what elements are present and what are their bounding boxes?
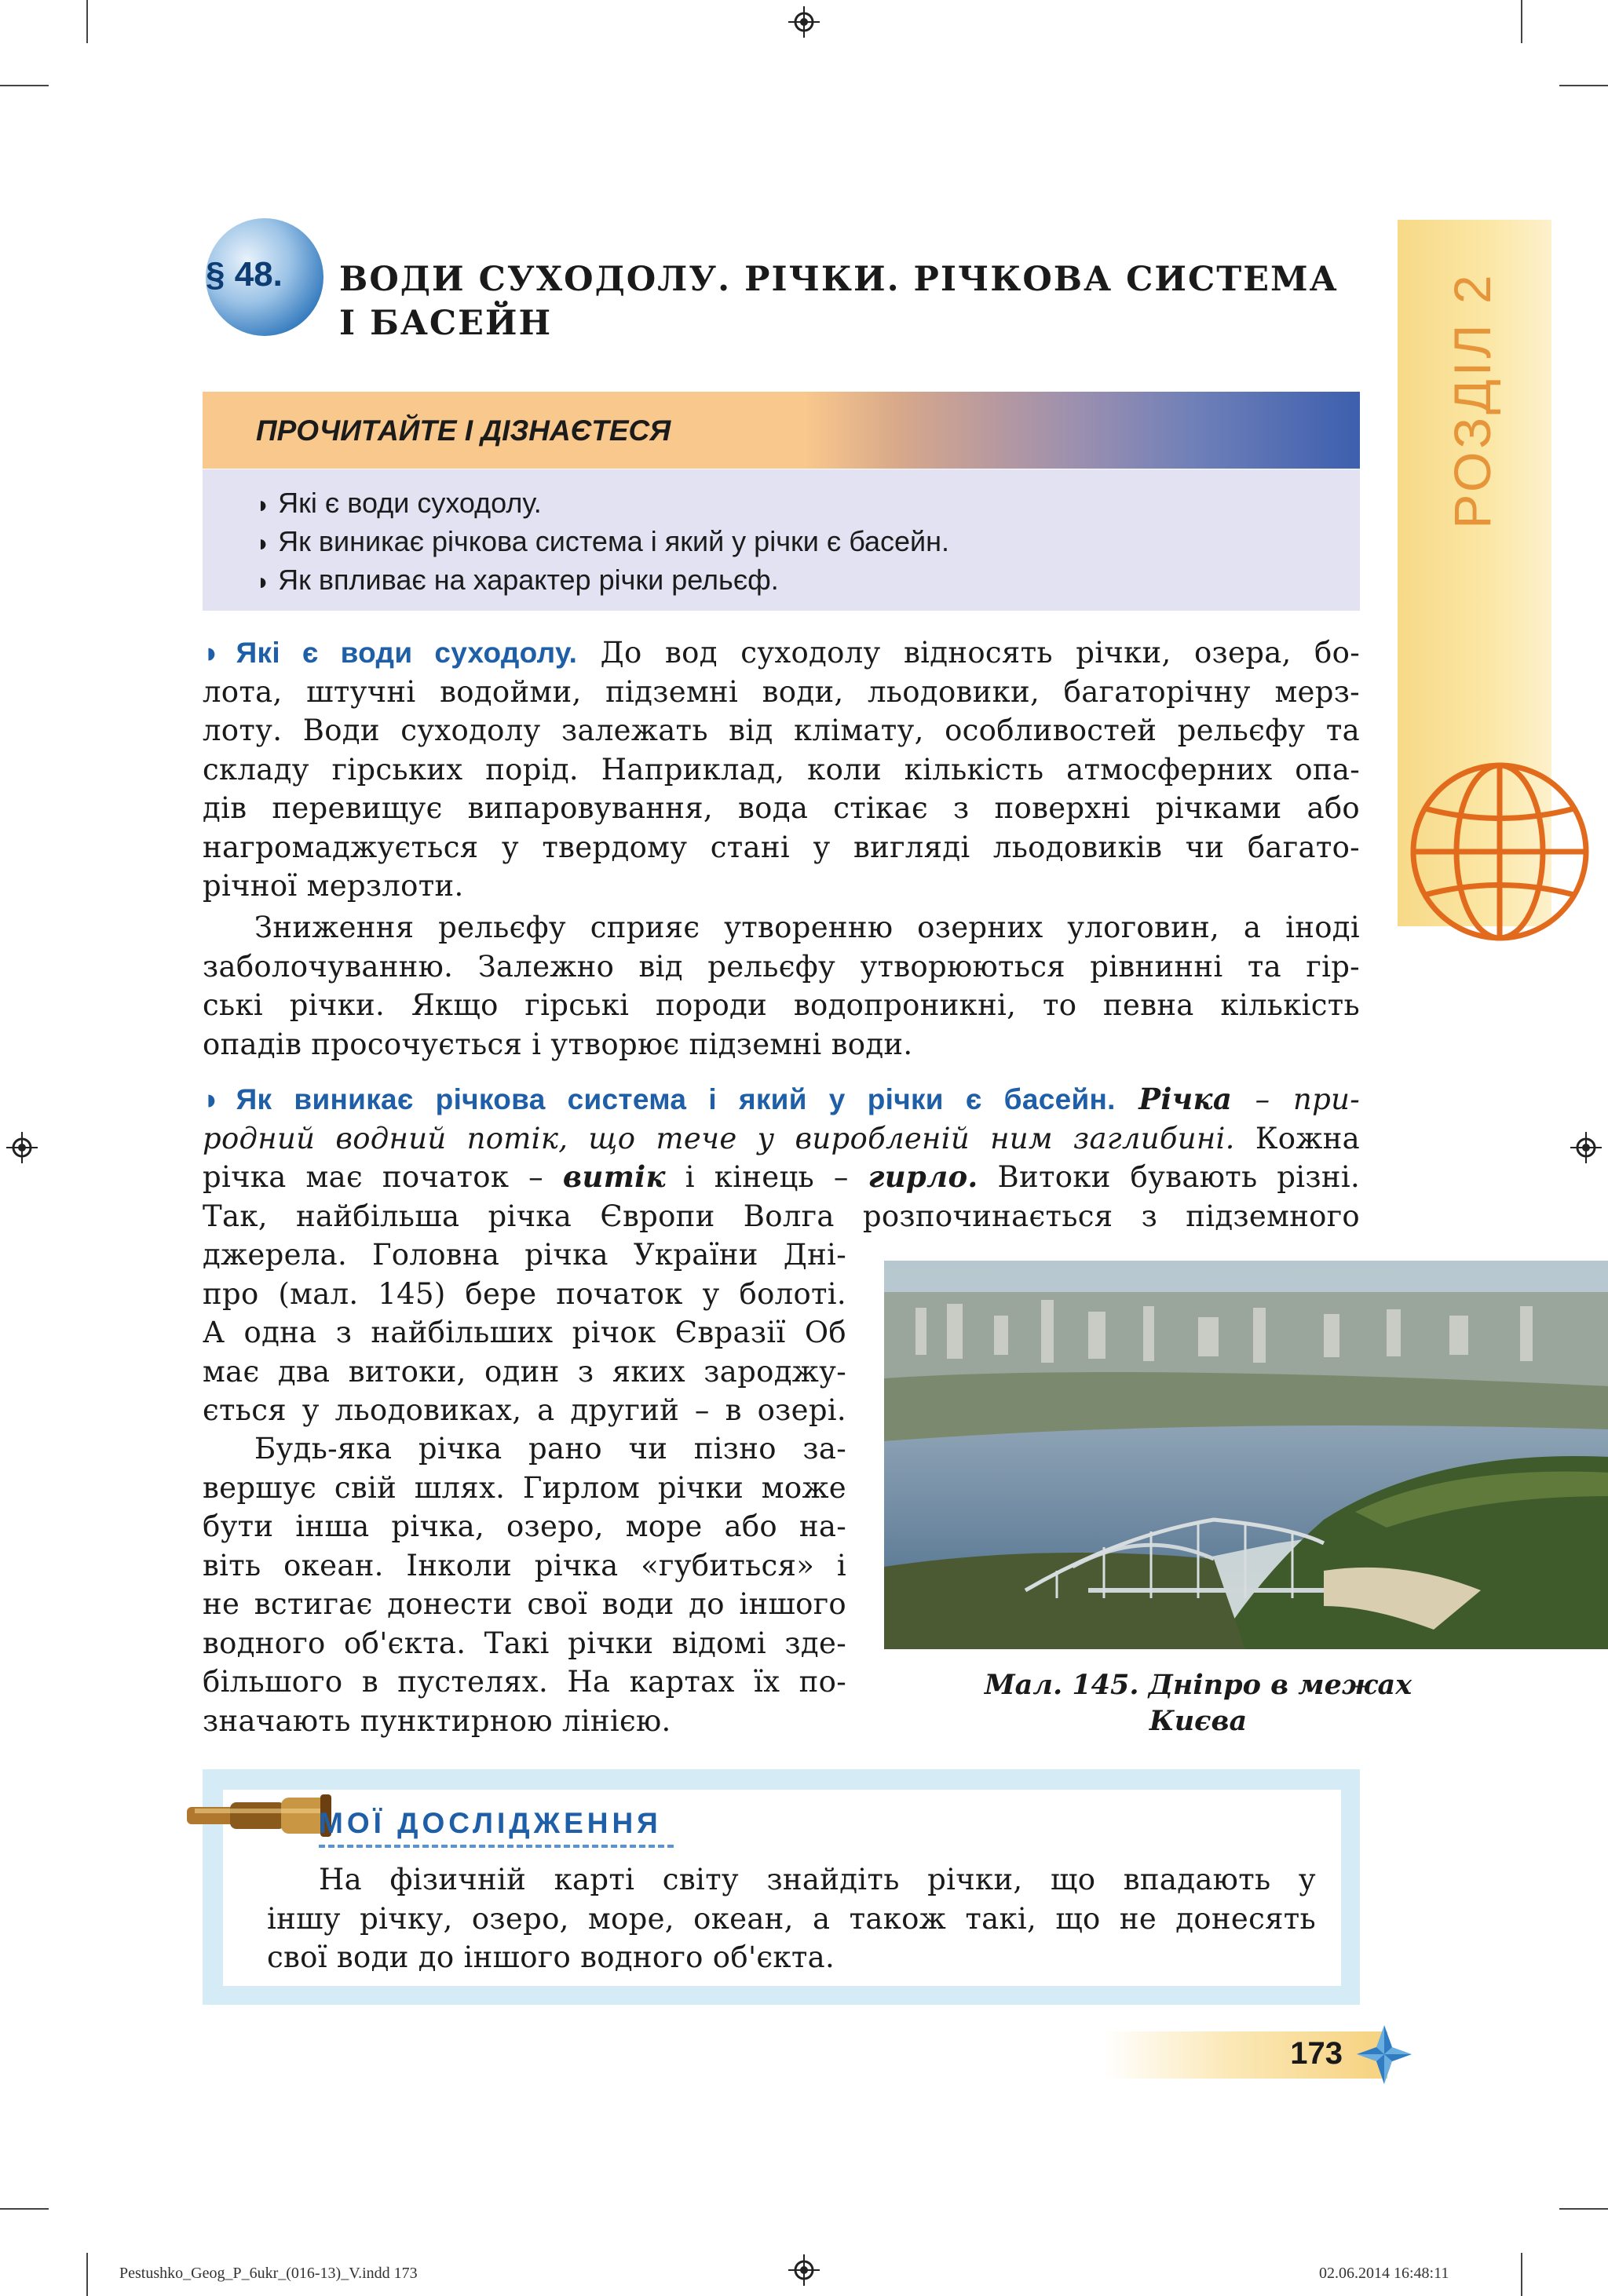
registration-mark-icon <box>788 6 820 38</box>
section2-heading: Як виникає річкова система і який у річки є басейн. <box>236 1083 1116 1115</box>
section2-narrow-text: джерела. Головна річка України Дні- про (мал. 145) бере початок у болоті. А одна з найбільших річок Євразії Об має два витоки, один з яких зароджу- ється у льодовиках, а другий – в озері. <box>203 1238 846 1427</box>
crop-mark <box>1559 85 1608 86</box>
research-text: На фізичній карті світу знайдіть річки, що впадають у іншу річку, озеро, море, океан, а також такі, що не донесять свої води до іншого водного об'єкта. <box>267 1863 1316 1974</box>
chapter-label: РОЗДІЛ 2 <box>1443 272 1501 529</box>
bullet-icon: ◗ <box>203 1083 221 1115</box>
crop-mark <box>1521 2253 1522 2296</box>
footer-file: Pestushko_Geog_P_6ukr_(016-13)_V.indd 173 <box>119 2265 418 2282</box>
page-number-bar <box>1103 2031 1387 2079</box>
dnipro-kyiv-photo <box>884 1261 1608 1649</box>
compass-star-icon <box>1357 2025 1412 2084</box>
page-title: ВОДИ СУХОДОЛУ. РІЧКИ. РІЧКОВА СИСТЕМА І БАСЕЙН <box>339 260 1339 343</box>
section-number: § 48. <box>206 255 283 294</box>
list-item: ◗ Як виникає річкова система і який у річки є басейн. <box>256 524 949 562</box>
page-number: 173 <box>1290 2036 1343 2071</box>
term-source: витік <box>562 1159 666 1194</box>
registration-mark-icon <box>6 1132 38 1163</box>
research-title-underline <box>319 1845 674 1848</box>
list-item: ◗ Як впливає на характер річки рельєф. <box>256 562 949 600</box>
section1-paragraph: ◗ Які є води суходолу. До вод суходолу відносять річки, озера, бо- лота, штучні водойми, підземні води, льодовики, багаторічну мерз- лоту. Води суходолу залежать від клімату, особливостей рельєфу та складу гірських порід. Наприклад, коли кількість атмосферних опа- дів перевищує випаровування, вода стікає з поверхні річками або нагромаджується у твердому стані у вигляді льодовиків чи багато- річної мерзлоти. <box>203 636 1360 903</box>
research-title: МОЇ ДОСЛІДЖЕННЯ <box>319 1807 662 1839</box>
crop-mark <box>1521 0 1522 43</box>
term-river: Річка <box>1138 1082 1233 1116</box>
spyglass-icon <box>179 1783 336 1846</box>
section1-heading: Які є води суходолу. <box>236 637 578 669</box>
registration-mark-icon <box>788 2254 820 2286</box>
figure-caption: Мал. 145. Дніпро в межах Києва <box>984 1669 1412 1737</box>
read-learn-heading: ПРОЧИТАЙТЕ І ДІЗНАЄТЕСЯ <box>256 414 671 447</box>
registration-mark-icon <box>1570 1132 1602 1163</box>
list-item: ◗ Які є води суходолу. <box>256 485 949 524</box>
crop-mark <box>0 85 49 86</box>
globe-grid-icon <box>1402 754 1598 950</box>
crop-mark <box>86 2253 88 2296</box>
section2-paragraph: ◗ Як виникає річкова система і який у річки є басейн. Річка – при- родний водний потік, що тече у виробленій ним заглибині. Кожна річка має початок – витік і кінець – гирло. Витоки бувають різні. Так, найбільша річка Європи Волга розпочинається з підземного <box>203 1082 1361 1233</box>
section2-paragraph-2: Будь-яка річка рано чи пізно за- вершує свій шлях. Гирлом річки може бути інша річка, озеро, море або на- віть океан. Інколи річка «губиться» і не встигає донести свої води до іншого водного об'єкта. Такі річки відомі зде- більшого в пустелях. На картах їх по- значають пунктирною лінією. <box>203 1432 846 1738</box>
term-mouth: гирло. <box>868 1159 978 1194</box>
section1-paragraph-2: Зниження рельєфу сприяє утворенню озерних улоговин, а іноді заболочуванню. Залежно від рельєфу утворюються рівнинні та гір- ські річки. Якщо гірські породи водопроникні, то певна кількість опадів просочується і утворює підземні води. <box>203 911 1360 1061</box>
crop-mark <box>0 2208 49 2210</box>
crop-mark <box>86 0 88 43</box>
bullet-icon: ◗ <box>203 637 221 669</box>
crop-mark <box>1559 2208 1608 2210</box>
footer-timestamp: 02.06.2014 16:48:11 <box>1319 2265 1449 2282</box>
read-learn-list <box>256 485 949 600</box>
